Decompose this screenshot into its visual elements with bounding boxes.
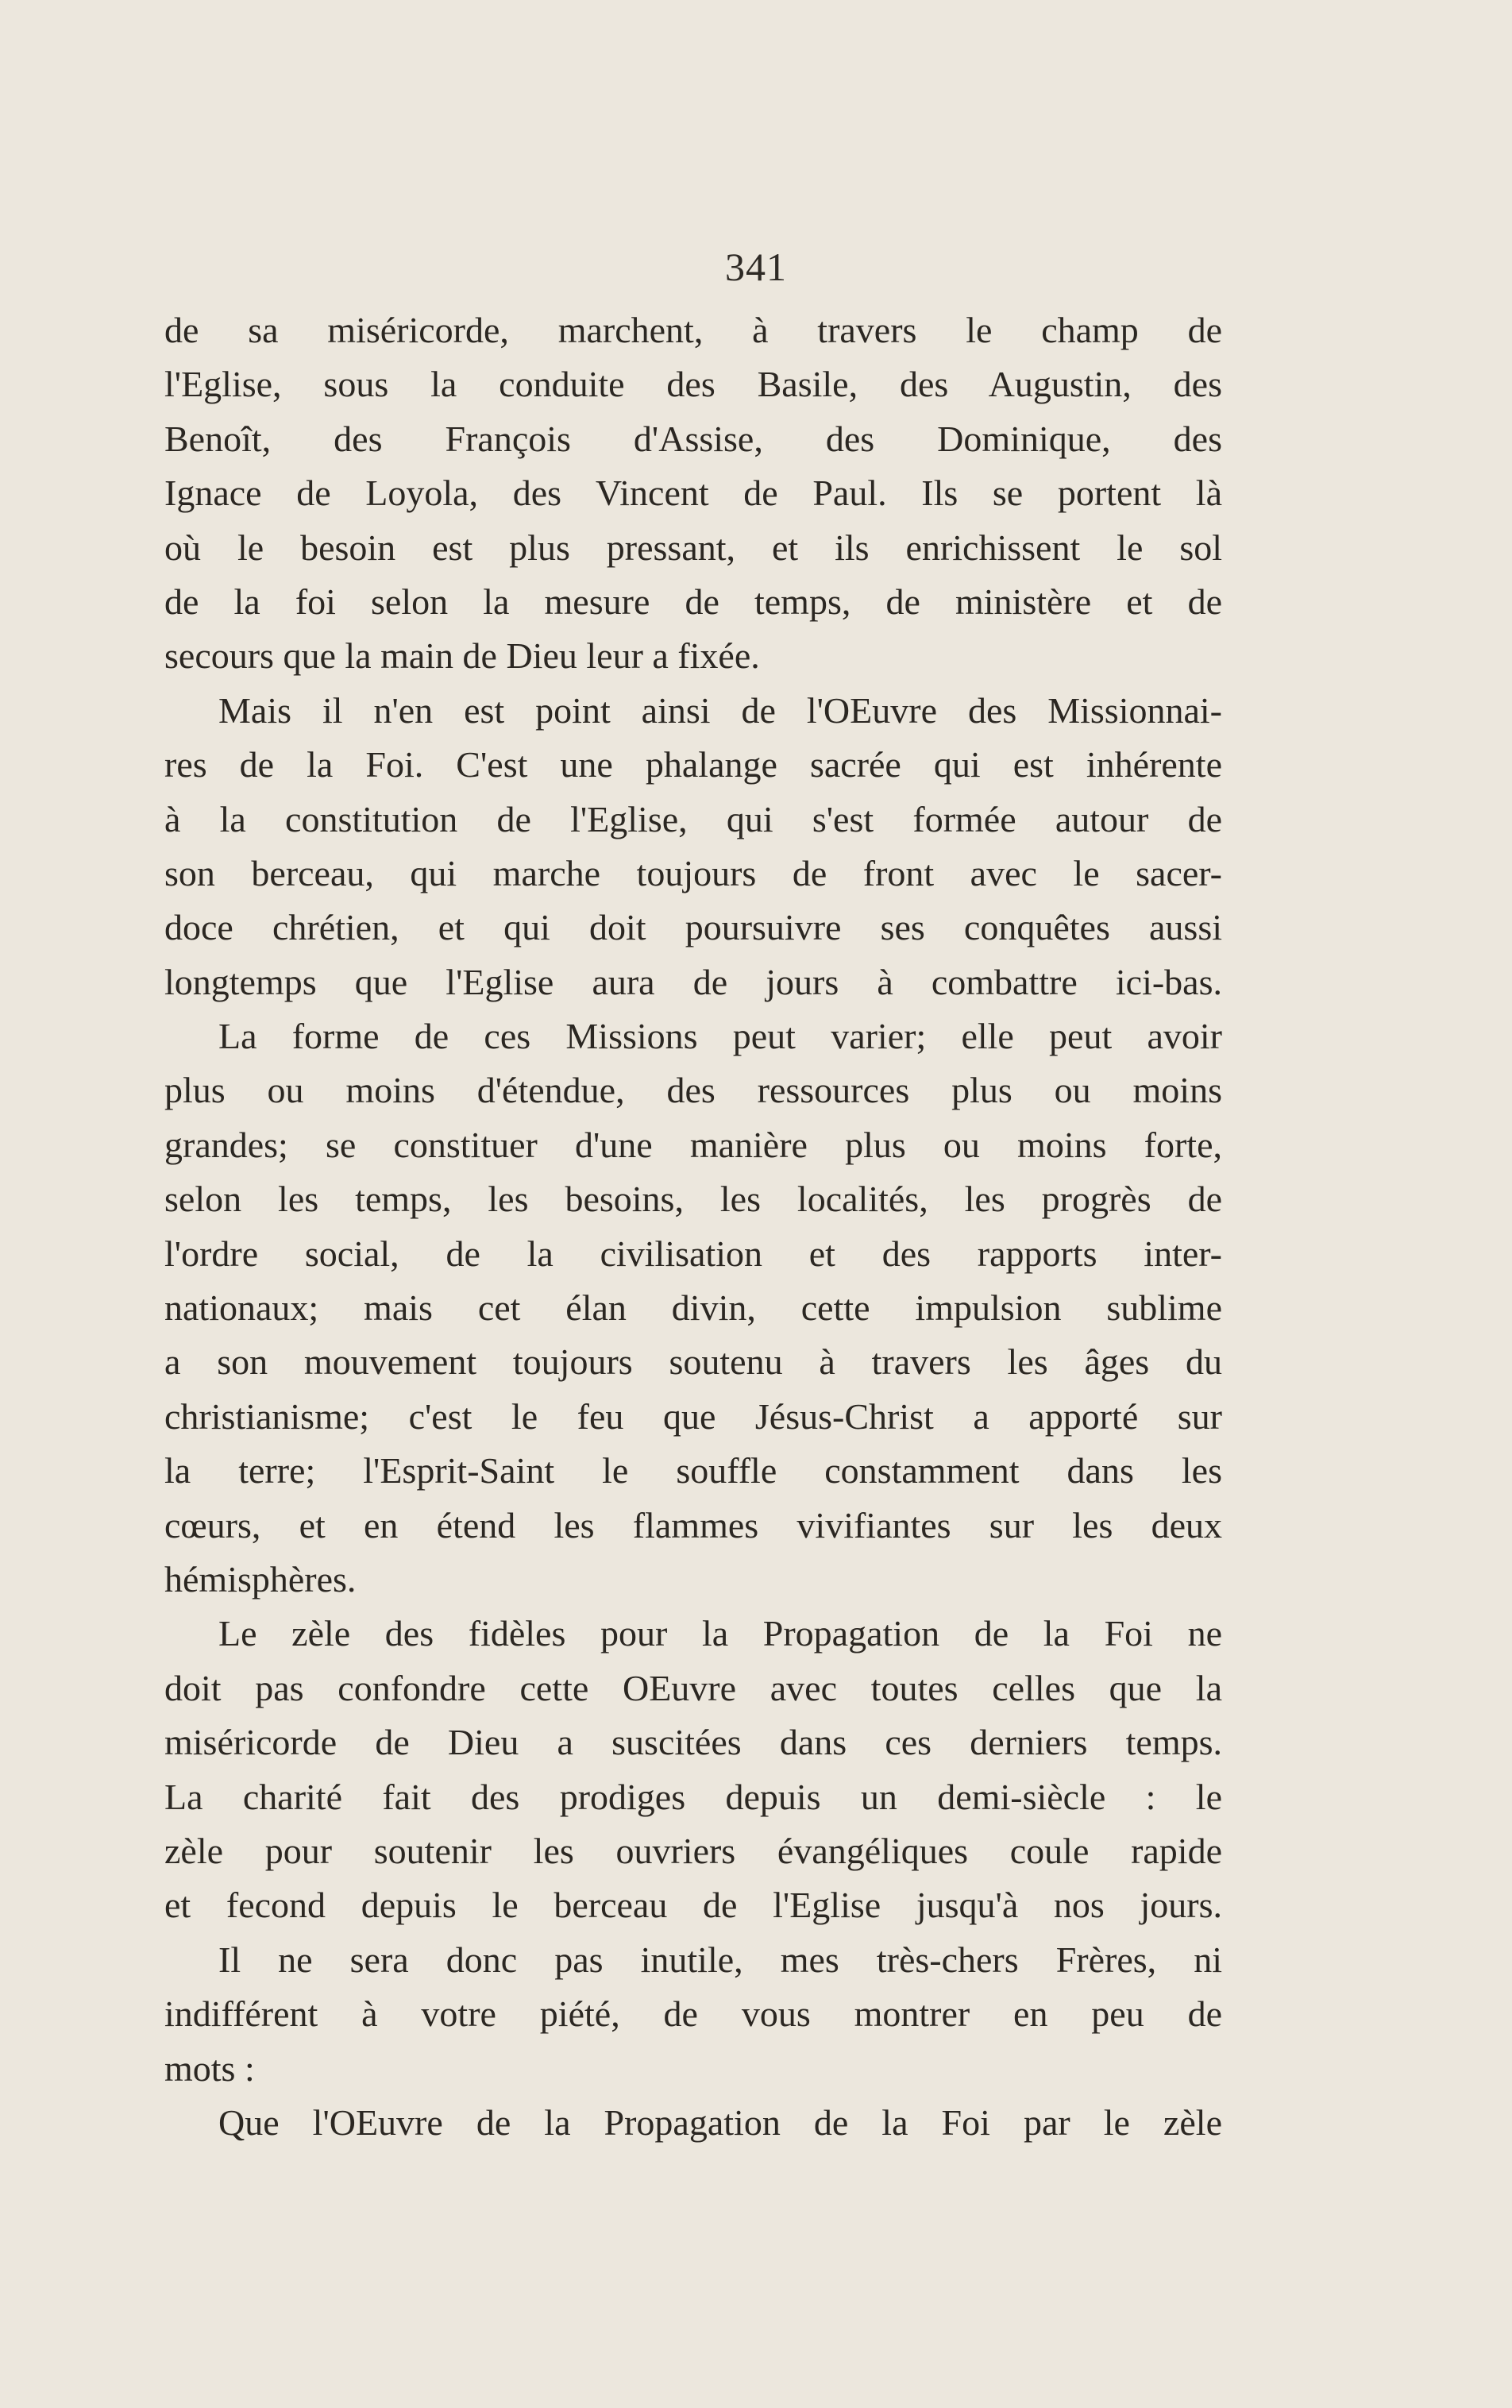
text-line-19: nationaux; mais cet élan divin, cette impulsion sublime (164, 1287, 1222, 1329)
text-line-3: Benoît, des François d'Assise, des Dominique, des (164, 418, 1222, 459)
text-line-12: doce chrétien, et qui doit poursuivre ses conquêtes aussi (164, 907, 1222, 948)
text-line-16: grandes; se constituer d'une manière plus ou moins forte, (164, 1124, 1222, 1165)
text-line-24: hémisphères. (164, 1558, 357, 1600)
text-line-8: Mais il n'en est point ainsi de l'OEuvre des Missionnai- (218, 689, 1222, 731)
text-line-22: la terre; l'Esprit-Saint le souffle constamment dans les (164, 1450, 1222, 1491)
text-line-11: son berceau, qui marche toujours de front avec le sacer- (164, 852, 1222, 893)
page-number: 341 (725, 245, 787, 289)
text-line-34: Que l'OEuvre de la Propagation de la Foi par le zèle (218, 2101, 1222, 2143)
text-line-32: indifférent à votre piété, de vous montrer en peu de (164, 1993, 1222, 2035)
text-line-14: La forme de ces Missions peut varier; elle peut avoir (218, 1016, 1222, 1057)
text-line-26: doit pas confondre cette OEuvre avec toutes celles que la (164, 1667, 1222, 1708)
text-line-10: à la constitution de l'Eglise, qui s'est formée autour de (164, 798, 1222, 839)
text-line-6: de la foi selon la mesure de temps, de ministère et de (164, 581, 1222, 622)
text-line-15: plus ou moins d'étendue, des ressources plus ou moins (164, 1070, 1222, 1111)
text-line-17: selon les temps, les besoins, les localités, les progrès de (164, 1179, 1222, 1220)
body-text (164, 303, 1222, 2150)
text-line-29: zèle pour soutenir les ouvriers évangéliques coule rapide (164, 1830, 1222, 1871)
text-line-5: où le besoin est plus pressant, et ils enrichissent le sol (164, 527, 1222, 568)
text-line-9: res de la Foi. C'est une phalange sacrée qui est inhérente (164, 744, 1222, 785)
text-line-27: miséricorde de Dieu a suscitées dans ces derniers temps. (164, 1722, 1222, 1763)
text-line-23: cœurs, et en étend les flammes vivifiantes sur les deux (164, 1504, 1222, 1546)
text-line-25: Le zèle des fidèles pour la Propagation de la Foi ne (218, 1613, 1222, 1654)
text-line-33: mots : (164, 2047, 255, 2089)
text-line-18: l'ordre social, de la civilisation et des rapports inter- (164, 1233, 1222, 1274)
text-line-20: a son mouvement toujours soutenu à travers les âges du (164, 1341, 1222, 1383)
text-line-21: christianisme; c'est le feu que Jésus-Christ a apporté sur (164, 1395, 1222, 1437)
text-line-13: longtemps que l'Eglise aura de jours à combattre ici-bas. (164, 961, 1222, 1002)
text-line-30: et fecond depuis le berceau de l'Eglise jusqu'à nos jours. (164, 1885, 1222, 1926)
text-line-2: l'Eglise, sous la conduite des Basile, des Augustin, des (164, 364, 1222, 405)
text-line-1: de sa miséricorde, marchent, à travers le champ de (164, 310, 1222, 350)
text-line-4: Ignace de Loyola, des Vincent de Paul. Ils se portent là (164, 473, 1222, 514)
text-line-28: La charité fait des prodiges depuis un demi-siècle : le (164, 1776, 1222, 1817)
text-line-7: secours que la main de Dieu leur a fixée. (164, 635, 760, 677)
text-line-31: Il ne sera donc pas inutile, mes très-chers Frères, ni (218, 1939, 1222, 1980)
